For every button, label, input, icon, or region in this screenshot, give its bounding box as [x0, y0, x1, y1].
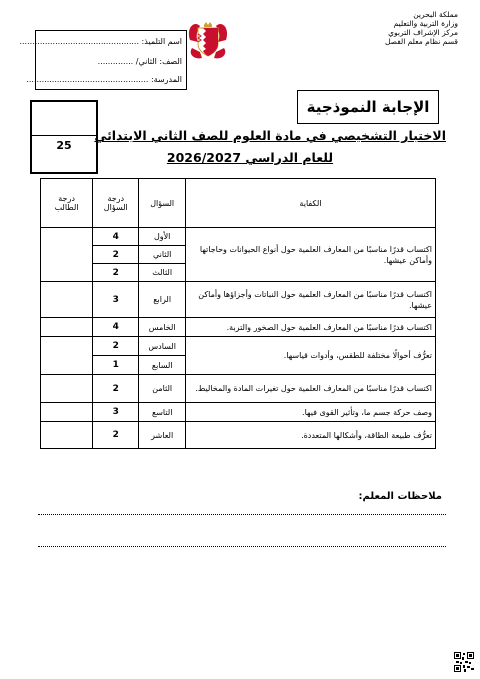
student-mark-cell[interactable]: [41, 422, 93, 449]
student-mark-cell[interactable]: [41, 228, 93, 282]
question-cell: السابع: [139, 356, 185, 375]
question-mark-cell: 4: [93, 228, 139, 246]
notes-line-1[interactable]: [38, 514, 446, 515]
ministry-header: [348, 10, 458, 46]
ministry-line-ministry: وزارة التربية والتعليم: [393, 19, 458, 28]
bahrain-emblem-icon: [186, 18, 230, 62]
question-cell: الثاني: [139, 246, 185, 264]
competency-cell: وصف حركة جسم ما، وتأثير القوى فيها.: [185, 403, 435, 422]
table-row: [41, 282, 436, 318]
student-grade-label: الصف: الثاني/: [135, 57, 182, 66]
question-mark-cell: 3: [93, 282, 139, 318]
score-divider: [32, 135, 96, 136]
student-mark-cell[interactable]: [41, 403, 93, 422]
student-school-field[interactable]: ................................................: [26, 75, 149, 84]
question-mark-cell: 2: [93, 422, 139, 449]
student-name-row: [19, 37, 182, 46]
question-cell: الثالث: [139, 264, 185, 282]
question-cell: الرابع: [139, 282, 185, 318]
header-question-mark: درجة السؤال: [93, 179, 139, 228]
header-question: السؤال: [139, 179, 185, 228]
header-student-mark: درجة الطالب: [41, 179, 93, 228]
score-total: 25: [56, 139, 72, 152]
question-mark-cell: 2: [93, 264, 139, 282]
student-grade-row: [98, 57, 182, 66]
question-mark-cell: 4: [93, 318, 139, 337]
teacher-notes-label: ملاحظات المعلم:: [358, 491, 442, 502]
table-row: [41, 228, 436, 246]
exam-year: للعام الدراسي 2026/2027: [166, 150, 334, 165]
competency-cell: اكتساب قدرًا مناسبًا من المعارف العلمية حول الصخور والتربة.: [185, 318, 435, 337]
table-header-row: [41, 179, 436, 228]
table-row: [41, 375, 436, 403]
question-cell: الأول: [139, 228, 185, 246]
results-table: [40, 178, 436, 449]
table-row: [41, 403, 436, 422]
answer-key-banner: [297, 90, 439, 124]
student-grade-field[interactable]: ..............: [97, 57, 134, 66]
competency-cell: تعرُّف طبيعة الطاقة، وأشكالها المتعددة.: [185, 422, 435, 449]
question-cell: السادس: [139, 337, 185, 356]
question-mark-cell: 2: [93, 337, 139, 356]
student-mark-cell[interactable]: [41, 337, 93, 375]
question-cell: الخامس: [139, 318, 185, 337]
table-row: [41, 318, 436, 337]
competency-cell: اكتساب قدرًا مناسبًا من المعارف العلمية حول النباتات وأجزاؤها وأماكن عيشها.: [185, 282, 435, 318]
exam-title: الاختبار التشخيصي في مادة العلوم للصف الثاني الابتدائي: [94, 128, 446, 143]
competency-cell: تعرُّف أحوالًا مختلفة للطقس، وأدوات قياسها.: [185, 337, 435, 375]
ministry-line-kingdom: مملكة البحرين: [413, 10, 458, 19]
table-row: [41, 422, 436, 449]
student-mark-cell[interactable]: [41, 282, 93, 318]
student-info-box: [19, 30, 187, 90]
answer-key-label: الإجابة النموذجية: [306, 98, 430, 116]
table-row: [41, 337, 436, 356]
question-mark-cell: 2: [93, 246, 139, 264]
qr-code-icon: [454, 652, 474, 672]
student-name-field[interactable]: ...............................................: [19, 37, 139, 46]
header-competency: الكفاية: [185, 179, 435, 228]
student-mark-cell[interactable]: [41, 375, 93, 403]
question-cell: الثامن: [139, 375, 185, 403]
ministry-line-section: قسم نظام معلم الفصل: [384, 37, 458, 46]
student-mark-cell[interactable]: [41, 318, 93, 337]
competency-cell: اكتساب قدرًا مناسبًا من المعارف العلمية حول أنواع الحيوانات وحاجاتها وأماكن عيشها.: [185, 228, 435, 282]
competency-cell: اكتساب قدرًا مناسبًا من المعارف العلمية حول تغيرات المادة والمخاليط.: [185, 375, 435, 403]
student-name-label: اسم التلميذ:: [141, 37, 182, 46]
question-cell: العاشر: [139, 422, 185, 449]
question-mark-cell: 2: [93, 375, 139, 403]
student-school-label: المدرسة:: [150, 75, 182, 84]
question-mark-cell: 3: [93, 403, 139, 422]
score-box: [30, 100, 98, 174]
notes-line-2[interactable]: [38, 546, 446, 547]
question-cell: التاسع: [139, 403, 185, 422]
ministry-line-center: مركز الإشراف التربوي: [388, 28, 458, 37]
student-school-row: [26, 75, 182, 84]
question-mark-cell: 1: [93, 356, 139, 375]
